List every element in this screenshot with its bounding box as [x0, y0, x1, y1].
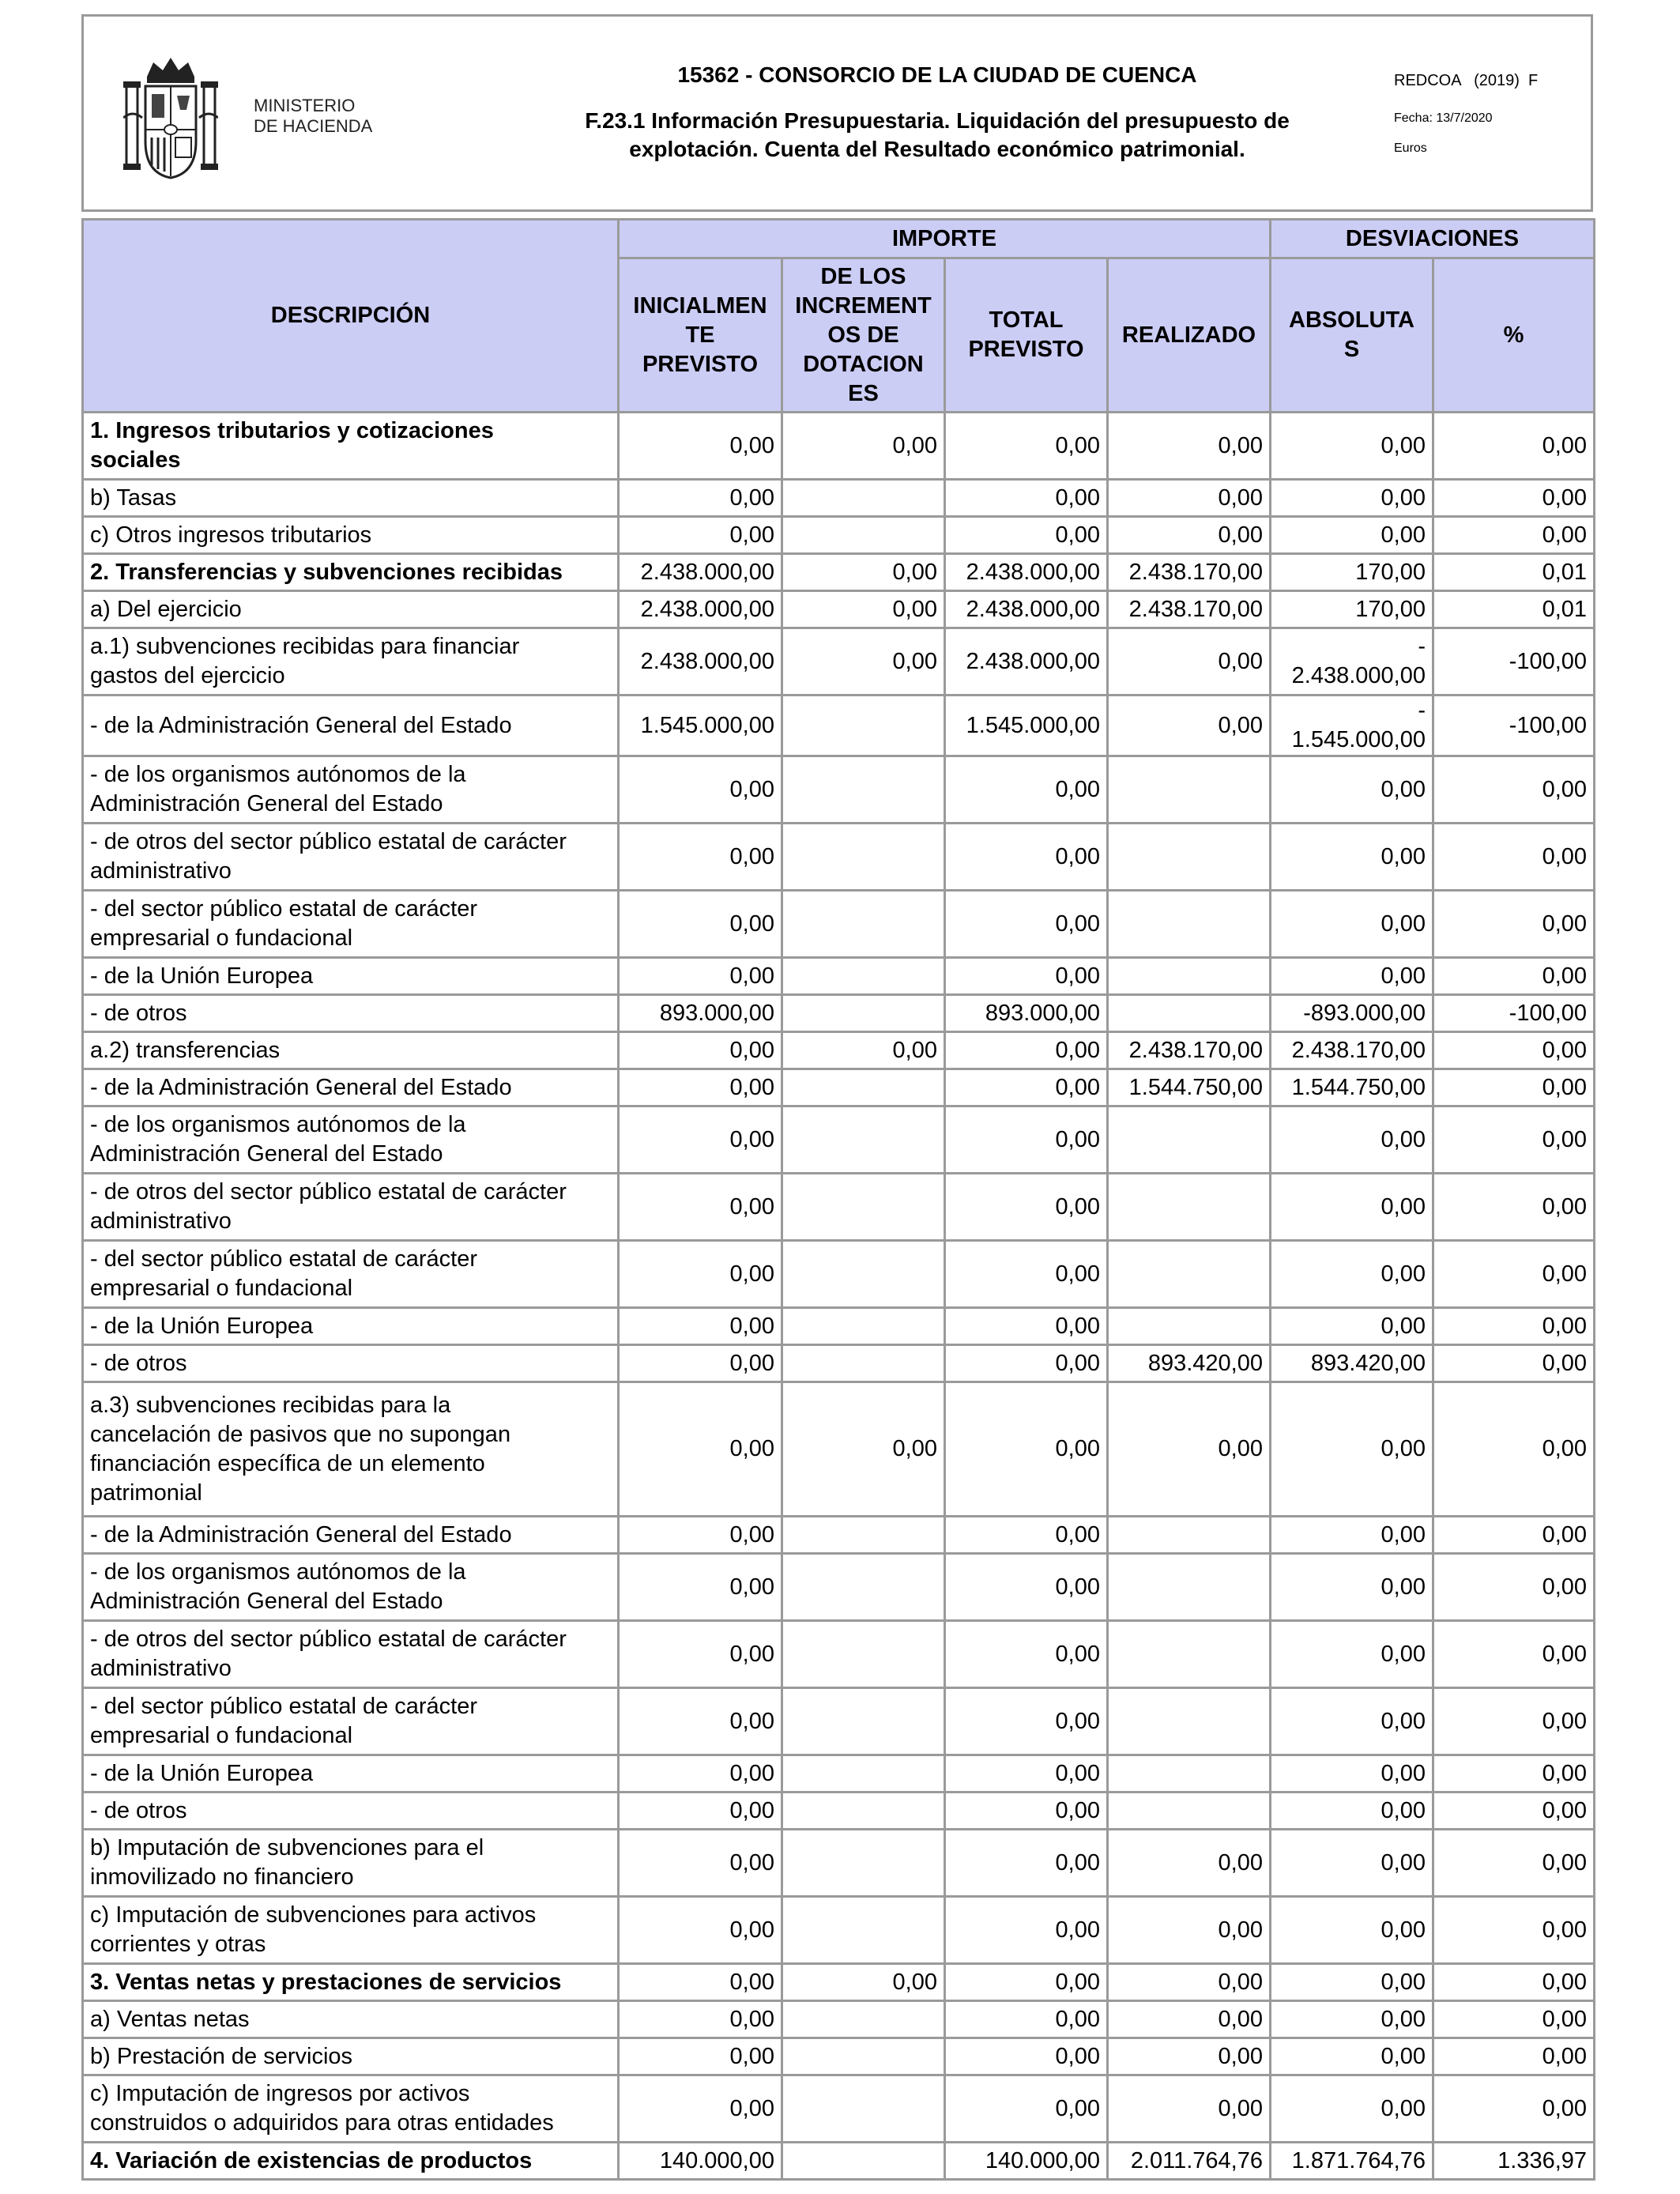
cell-incrementos	[782, 891, 945, 958]
cell-inicialmente-previsto: 0,00	[619, 413, 782, 480]
cell-absolutas: 1.544.750,00	[1271, 1069, 1433, 1106]
cell-descripcion: a.1) subvenciones recibidas para financiar gastos del ejercicio	[83, 628, 619, 696]
table-row	[83, 2001, 1595, 2038]
cell-total-previsto: 0,00	[945, 413, 1108, 480]
cell-absolutas: 0,00	[1271, 413, 1433, 480]
cell-total-previsto: 0,00	[945, 1964, 1108, 2001]
cell-realizado	[1108, 1793, 1271, 1830]
table-row	[83, 1830, 1595, 1897]
cell-incrementos	[782, 1554, 945, 1621]
cell-total-previsto: 2.438.000,00	[945, 554, 1108, 591]
cell-descripcion: a) Del ejercicio	[83, 591, 619, 628]
cell-realizado: 0,00	[1108, 413, 1271, 480]
cell-realizado	[1108, 1174, 1271, 1241]
cell-total-previsto: 0,00	[945, 1755, 1108, 1793]
cell-total-previsto: 0,00	[945, 1241, 1108, 1308]
cell-incrementos: 0,00	[782, 628, 945, 696]
cell-realizado	[1108, 1755, 1271, 1793]
cell-absolutas: - 2.438.000,00	[1271, 628, 1433, 696]
cell-realizado	[1108, 958, 1271, 995]
table-row	[83, 1621, 1595, 1688]
cell-absolutas: 0,00	[1271, 2075, 1433, 2143]
cell-percent: 0,00	[1433, 1174, 1595, 1241]
cell-percent: 0,00	[1433, 1688, 1595, 1755]
cell-realizado: 1.544.750,00	[1108, 1069, 1271, 1106]
cell-total-previsto: 0,00	[945, 824, 1108, 891]
table-row	[83, 2075, 1595, 2143]
cell-incrementos	[782, 1621, 945, 1688]
coat-of-arms-icon	[123, 55, 218, 181]
cell-descripcion: - de la Unión Europea	[83, 958, 619, 995]
cell-descripcion: c) Imputación de ingresos por activos construidos o adquiridos para otras entidades	[83, 2075, 619, 2143]
cell-absolutas: 893.420,00	[1271, 1345, 1433, 1382]
cell-descripcion: - de la Administración General del Estado	[83, 1069, 619, 1106]
cell-total-previsto: 0,00	[945, 1793, 1108, 1830]
cell-total-previsto: 0,00	[945, 958, 1108, 995]
header-incrementos: DE LOS INCREMENT OS DE DOTACION ES	[782, 258, 945, 413]
cell-descripcion: - de otros	[83, 1345, 619, 1382]
cell-incrementos: 0,00	[782, 591, 945, 628]
cell-inicialmente-previsto: 0,00	[619, 2075, 782, 2143]
cell-absolutas: 0,00	[1271, 1241, 1433, 1308]
cell-total-previsto: 0,00	[945, 891, 1108, 958]
cell-realizado	[1108, 824, 1271, 891]
cell-total-previsto: 0,00	[945, 1517, 1108, 1554]
cell-incrementos	[782, 2001, 945, 2038]
cell-incrementos: 0,00	[782, 554, 945, 591]
table-row	[83, 591, 1595, 628]
cell-inicialmente-previsto: 2.438.000,00	[619, 554, 782, 591]
cell-descripcion: - de los organismos autónomos de la Administración General del Estado	[83, 1554, 619, 1621]
cell-inicialmente-previsto: 0,00	[619, 1106, 782, 1174]
cell-descripcion: - del sector público estatal de carácter empresarial o fundacional	[83, 1688, 619, 1755]
cell-incrementos	[782, 1897, 945, 1964]
cell-total-previsto: 2.438.000,00	[945, 628, 1108, 696]
cell-incrementos	[782, 1517, 945, 1554]
cell-absolutas: 0,00	[1271, 2001, 1433, 2038]
cell-realizado	[1108, 1554, 1271, 1621]
cell-absolutas: 0,00	[1271, 517, 1433, 554]
cell-percent: 0,00	[1433, 891, 1595, 958]
cell-absolutas: 2.438.170,00	[1271, 1032, 1433, 1069]
cell-descripcion: 3. Ventas netas y prestaciones de servicios	[83, 1964, 619, 2001]
table-row	[83, 2143, 1595, 2180]
cell-inicialmente-previsto: 0,00	[619, 1241, 782, 1308]
cell-total-previsto: 0,00	[945, 1621, 1108, 1688]
cell-inicialmente-previsto: 0,00	[619, 1032, 782, 1069]
cell-total-previsto: 0,00	[945, 1688, 1108, 1755]
cell-realizado: 0,00	[1108, 1897, 1271, 1964]
cell-absolutas: 1.871.764,76	[1271, 2143, 1433, 2180]
header-realizado: REALIZADO	[1108, 258, 1271, 413]
cell-incrementos	[782, 1755, 945, 1793]
cell-incrementos	[782, 517, 945, 554]
table-row	[83, 1755, 1595, 1793]
header-percent: %	[1433, 258, 1595, 413]
report-header	[81, 14, 1593, 212]
cell-percent: 0,00	[1433, 480, 1595, 517]
cell-absolutas: 0,00	[1271, 1964, 1433, 2001]
cell-percent: 0,00	[1433, 1964, 1595, 2001]
cell-descripcion: a.2) transferencias	[83, 1032, 619, 1069]
cell-incrementos	[782, 1069, 945, 1106]
cell-percent: 0,00	[1433, 1345, 1595, 1382]
cell-realizado: 893.420,00	[1108, 1345, 1271, 1382]
cell-realizado: 0,00	[1108, 2075, 1271, 2143]
document-title: 15362 - CONSORCIO DE LA CIUDAD DE CUENCA	[677, 62, 1197, 87]
cell-inicialmente-previsto: 2.438.000,00	[619, 628, 782, 696]
cell-descripcion: - de la Unión Europea	[83, 1308, 619, 1345]
cell-inicialmente-previsto: 0,00	[619, 1308, 782, 1345]
table-row	[83, 1032, 1595, 1069]
cell-percent: 1.336,97	[1433, 2143, 1595, 2180]
cell-realizado: 0,00	[1108, 1964, 1271, 2001]
cell-incrementos	[782, 480, 945, 517]
cell-total-previsto: 0,00	[945, 1897, 1108, 1964]
cell-total-previsto: 893.000,00	[945, 995, 1108, 1032]
budget-table	[81, 218, 1595, 2181]
ministry-line: MINISTERIO	[254, 96, 356, 115]
cell-percent: 0,00	[1433, 2001, 1595, 2038]
cell-incrementos	[782, 1308, 945, 1345]
cell-incrementos: 0,00	[782, 1964, 945, 2001]
table-row	[83, 1069, 1595, 1106]
cell-percent: 0,00	[1433, 1382, 1595, 1517]
cell-total-previsto: 0,00	[945, 1069, 1108, 1106]
cell-absolutas: 0,00	[1271, 2038, 1433, 2075]
cell-descripcion: 1. Ingresos tributarios y cotizaciones sociales	[83, 413, 619, 480]
cell-descripcion: - de los organismos autónomos de la Administración General del Estado	[83, 756, 619, 824]
cell-inicialmente-previsto: 0,00	[619, 891, 782, 958]
cell-inicialmente-previsto: 0,00	[619, 1688, 782, 1755]
cell-total-previsto: 0,00	[945, 1174, 1108, 1241]
table-header	[83, 220, 1595, 413]
cell-total-previsto: 0,00	[945, 1554, 1108, 1621]
cell-realizado	[1108, 995, 1271, 1032]
table-row	[83, 891, 1595, 958]
table-body	[83, 413, 1595, 2180]
cell-realizado	[1108, 756, 1271, 824]
cell-absolutas: 0,00	[1271, 1830, 1433, 1897]
cell-inicialmente-previsto: 0,00	[619, 1345, 782, 1382]
cell-inicialmente-previsto: 0,00	[619, 1621, 782, 1688]
cell-descripcion: a) Ventas netas	[83, 2001, 619, 2038]
cell-incrementos	[782, 995, 945, 1032]
cell-descripcion: 4. Variación de existencias de productos	[83, 2143, 619, 2180]
cell-inicialmente-previsto: 1.545.000,00	[619, 696, 782, 756]
cell-descripcion: - del sector público estatal de carácter empresarial o fundacional	[83, 891, 619, 958]
cell-absolutas: 0,00	[1271, 1897, 1433, 1964]
cell-realizado: 2.011.764,76	[1108, 2143, 1271, 2180]
cell-incrementos: 0,00	[782, 1032, 945, 1069]
cell-percent: 0,01	[1433, 554, 1595, 591]
cell-realizado: 2.438.170,00	[1108, 1032, 1271, 1069]
cell-absolutas: 0,00	[1271, 1688, 1433, 1755]
table-row	[83, 628, 1595, 696]
cell-inicialmente-previsto: 140.000,00	[619, 2143, 782, 2180]
cell-percent: 0,00	[1433, 517, 1595, 554]
cell-inicialmente-previsto: 0,00	[619, 1069, 782, 1106]
cell-realizado: 0,00	[1108, 696, 1271, 756]
cell-percent: -100,00	[1433, 995, 1595, 1032]
cell-inicialmente-previsto: 0,00	[619, 2001, 782, 2038]
cell-percent: 0,00	[1433, 1621, 1595, 1688]
cell-incrementos	[782, 1830, 945, 1897]
cell-absolutas: 0,00	[1271, 1106, 1433, 1174]
cell-total-previsto: 0,00	[945, 1106, 1108, 1174]
cell-absolutas: 0,00	[1271, 1554, 1433, 1621]
table-row	[83, 1174, 1595, 1241]
cell-realizado: 0,00	[1108, 517, 1271, 554]
cell-percent: -100,00	[1433, 628, 1595, 696]
table-row	[83, 2038, 1595, 2075]
cell-descripcion: - de la Unión Europea	[83, 1755, 619, 1793]
ministry-line: DE HACIENDA	[254, 116, 373, 136]
cell-percent: 0,00	[1433, 2075, 1595, 2143]
cell-absolutas: 170,00	[1271, 554, 1433, 591]
document-subtitle	[455, 107, 1419, 164]
cell-absolutas: 0,00	[1271, 891, 1433, 958]
cell-inicialmente-previsto: 0,00	[619, 958, 782, 995]
table-row	[83, 1517, 1595, 1554]
cell-realizado	[1108, 1308, 1271, 1345]
cell-absolutas: 0,00	[1271, 1793, 1433, 1830]
table-row	[83, 958, 1595, 995]
cell-realizado: 0,00	[1108, 2038, 1271, 2075]
cell-absolutas: 0,00	[1271, 1382, 1433, 1517]
cell-total-previsto: 0,00	[945, 1308, 1108, 1345]
cell-total-previsto: 0,00	[945, 2038, 1108, 2075]
report-date: Fecha: 13/7/2020	[1394, 111, 1493, 125]
cell-percent: 0,00	[1433, 1897, 1595, 1964]
cell-descripcion: - de otros del sector público estatal de carácter administrativo	[83, 824, 619, 891]
cell-percent: 0,00	[1433, 1308, 1595, 1345]
cell-incrementos	[782, 824, 945, 891]
cell-descripcion: a.3) subvenciones recibidas para la cancelación de pasivos que no supongan financiación específica de un elemento patrimonial	[83, 1382, 619, 1517]
table-row	[83, 1897, 1595, 1964]
cell-total-previsto: 0,00	[945, 756, 1108, 824]
cell-realizado	[1108, 1688, 1271, 1755]
header-desviaciones: DESVIACIONES	[1271, 220, 1595, 258]
cell-inicialmente-previsto: 0,00	[619, 756, 782, 824]
table-row	[83, 554, 1595, 591]
cell-percent: 0,00	[1433, 2038, 1595, 2075]
cell-incrementos	[782, 1241, 945, 1308]
table-row	[83, 413, 1595, 480]
table-row	[83, 1106, 1595, 1174]
cell-inicialmente-previsto: 0,00	[619, 824, 782, 891]
table-row	[83, 824, 1595, 891]
cell-descripcion: b) Imputación de subvenciones para el inmovilizado no financiero	[83, 1830, 619, 1897]
cell-descripcion: - de la Administración General del Estado	[83, 1517, 619, 1554]
cell-absolutas: 0,00	[1271, 824, 1433, 891]
cell-descripcion: - de otros del sector público estatal de carácter administrativo	[83, 1621, 619, 1688]
cell-incrementos	[782, 2143, 945, 2180]
cell-inicialmente-previsto: 0,00	[619, 1897, 782, 1964]
table-row	[83, 1345, 1595, 1382]
cell-inicialmente-previsto: 0,00	[619, 480, 782, 517]
ministry-name	[254, 96, 372, 137]
cell-percent: 0,00	[1433, 1755, 1595, 1793]
cell-absolutas: 170,00	[1271, 591, 1433, 628]
cell-descripcion: b) Tasas	[83, 480, 619, 517]
table-row	[83, 1554, 1595, 1621]
cell-realizado	[1108, 1106, 1271, 1174]
cell-inicialmente-previsto: 0,00	[619, 1830, 782, 1897]
cell-absolutas: 0,00	[1271, 958, 1433, 995]
cell-percent: 0,00	[1433, 958, 1595, 995]
cell-absolutas: 0,00	[1271, 756, 1433, 824]
cell-descripcion: - del sector público estatal de carácter empresarial o fundacional	[83, 1241, 619, 1308]
cell-descripcion: - de los organismos autónomos de la Administración General del Estado	[83, 1106, 619, 1174]
cell-incrementos	[782, 696, 945, 756]
cell-incrementos	[782, 1688, 945, 1755]
cell-percent: 0,00	[1433, 1069, 1595, 1106]
cell-total-previsto: 0,00	[945, 1345, 1108, 1382]
cell-incrementos	[782, 1106, 945, 1174]
cell-realizado	[1108, 1517, 1271, 1554]
cell-percent: 0,00	[1433, 1554, 1595, 1621]
cell-total-previsto: 1.545.000,00	[945, 696, 1108, 756]
header-total-previsto: TOTAL PREVISTO	[945, 258, 1108, 413]
cell-descripcion: - de la Administración General del Estado	[83, 696, 619, 756]
cell-descripcion: b) Prestación de servicios	[83, 2038, 619, 2075]
header-descripcion: DESCRIPCIÓN	[83, 220, 619, 413]
cell-inicialmente-previsto: 0,00	[619, 1964, 782, 2001]
cell-incrementos: 0,00	[782, 1382, 945, 1517]
table-row	[83, 1382, 1595, 1517]
cell-inicialmente-previsto: 0,00	[619, 1517, 782, 1554]
cell-total-previsto: 0,00	[945, 480, 1108, 517]
cell-percent: 0,01	[1433, 591, 1595, 628]
cell-realizado: 0,00	[1108, 628, 1271, 696]
cell-total-previsto: 0,00	[945, 1382, 1108, 1517]
cell-absolutas: 0,00	[1271, 1755, 1433, 1793]
cell-realizado: 0,00	[1108, 1382, 1271, 1517]
subtitle-line: F.23.1 Información Presupuestaria. Liquidación del presupuesto de	[585, 108, 1290, 133]
cell-total-previsto: 0,00	[945, 1032, 1108, 1069]
cell-inicialmente-previsto: 0,00	[619, 2038, 782, 2075]
header-absolutas: ABSOLUTA S	[1271, 258, 1433, 413]
cell-descripcion: c) Otros ingresos tributarios	[83, 517, 619, 554]
cell-absolutas: 0,00	[1271, 480, 1433, 517]
cell-incrementos	[782, 2075, 945, 2143]
cell-realizado	[1108, 1241, 1271, 1308]
cell-inicialmente-previsto: 0,00	[619, 1793, 782, 1830]
cell-realizado: 2.438.170,00	[1108, 591, 1271, 628]
cell-percent: -100,00	[1433, 696, 1595, 756]
cell-absolutas: 0,00	[1271, 1308, 1433, 1345]
header-inicialmente-previsto: INICIALMEN TE PREVISTO	[619, 258, 782, 413]
cell-incrementos	[782, 1793, 945, 1830]
cell-absolutas: - 1.545.000,00	[1271, 696, 1433, 756]
cell-incrementos	[782, 1174, 945, 1241]
cell-descripcion: - de otros del sector público estatal de carácter administrativo	[83, 1174, 619, 1241]
cell-percent: 0,00	[1433, 1830, 1595, 1897]
cell-percent: 0,00	[1433, 413, 1595, 480]
report-currency: Euros	[1394, 141, 1427, 155]
table-row	[83, 1241, 1595, 1308]
cell-inicialmente-previsto: 0,00	[619, 517, 782, 554]
table-row	[83, 517, 1595, 554]
cell-inicialmente-previsto: 2.438.000,00	[619, 591, 782, 628]
cell-descripcion: c) Imputación de subvenciones para activos corrientes y otras	[83, 1897, 619, 1964]
report-code: REDCOA (2019) F	[1394, 72, 1539, 89]
cell-realizado: 0,00	[1108, 1830, 1271, 1897]
cell-descripcion: - de otros	[83, 1793, 619, 1830]
cell-incrementos	[782, 756, 945, 824]
table-row	[83, 1793, 1595, 1830]
table-row	[83, 480, 1595, 517]
cell-percent: 0,00	[1433, 1032, 1595, 1069]
table-row	[83, 756, 1595, 824]
cell-incrementos	[782, 1345, 945, 1382]
cell-absolutas: 0,00	[1271, 1174, 1433, 1241]
cell-realizado	[1108, 1621, 1271, 1688]
cell-descripcion: - de otros	[83, 995, 619, 1032]
cell-total-previsto: 140.000,00	[945, 2143, 1108, 2180]
table-row	[83, 1964, 1595, 2001]
cell-realizado: 0,00	[1108, 2001, 1271, 2038]
cell-percent: 0,00	[1433, 1106, 1595, 1174]
cell-inicialmente-previsto: 0,00	[619, 1554, 782, 1621]
cell-realizado: 0,00	[1108, 480, 1271, 517]
cell-realizado	[1108, 891, 1271, 958]
table-row	[83, 696, 1595, 756]
cell-inicialmente-previsto: 893.000,00	[619, 995, 782, 1032]
cell-descripcion: 2. Transferencias y subvenciones recibidas	[83, 554, 619, 591]
cell-total-previsto: 0,00	[945, 2075, 1108, 2143]
cell-inicialmente-previsto: 0,00	[619, 1755, 782, 1793]
cell-incrementos	[782, 958, 945, 995]
cell-percent: 0,00	[1433, 1517, 1595, 1554]
cell-inicialmente-previsto: 0,00	[619, 1174, 782, 1241]
header-importe: IMPORTE	[619, 220, 1271, 258]
cell-absolutas: -893.000,00	[1271, 995, 1433, 1032]
cell-incrementos: 0,00	[782, 413, 945, 480]
table-row	[83, 995, 1595, 1032]
cell-total-previsto: 2.438.000,00	[945, 591, 1108, 628]
cell-inicialmente-previsto: 0,00	[619, 1382, 782, 1517]
cell-realizado: 2.438.170,00	[1108, 554, 1271, 591]
cell-percent: 0,00	[1433, 1793, 1595, 1830]
cell-absolutas: 0,00	[1271, 1621, 1433, 1688]
cell-absolutas: 0,00	[1271, 1517, 1433, 1554]
cell-percent: 0,00	[1433, 756, 1595, 824]
cell-total-previsto: 0,00	[945, 517, 1108, 554]
table-row	[83, 1688, 1595, 1755]
subtitle-line: explotación. Cuenta del Resultado económico patrimonial.	[629, 137, 1245, 161]
cell-percent: 0,00	[1433, 824, 1595, 891]
cell-incrementos	[782, 2038, 945, 2075]
table-row	[83, 1308, 1595, 1345]
cell-total-previsto: 0,00	[945, 1830, 1108, 1897]
cell-percent: 0,00	[1433, 1241, 1595, 1308]
cell-total-previsto: 0,00	[945, 2001, 1108, 2038]
